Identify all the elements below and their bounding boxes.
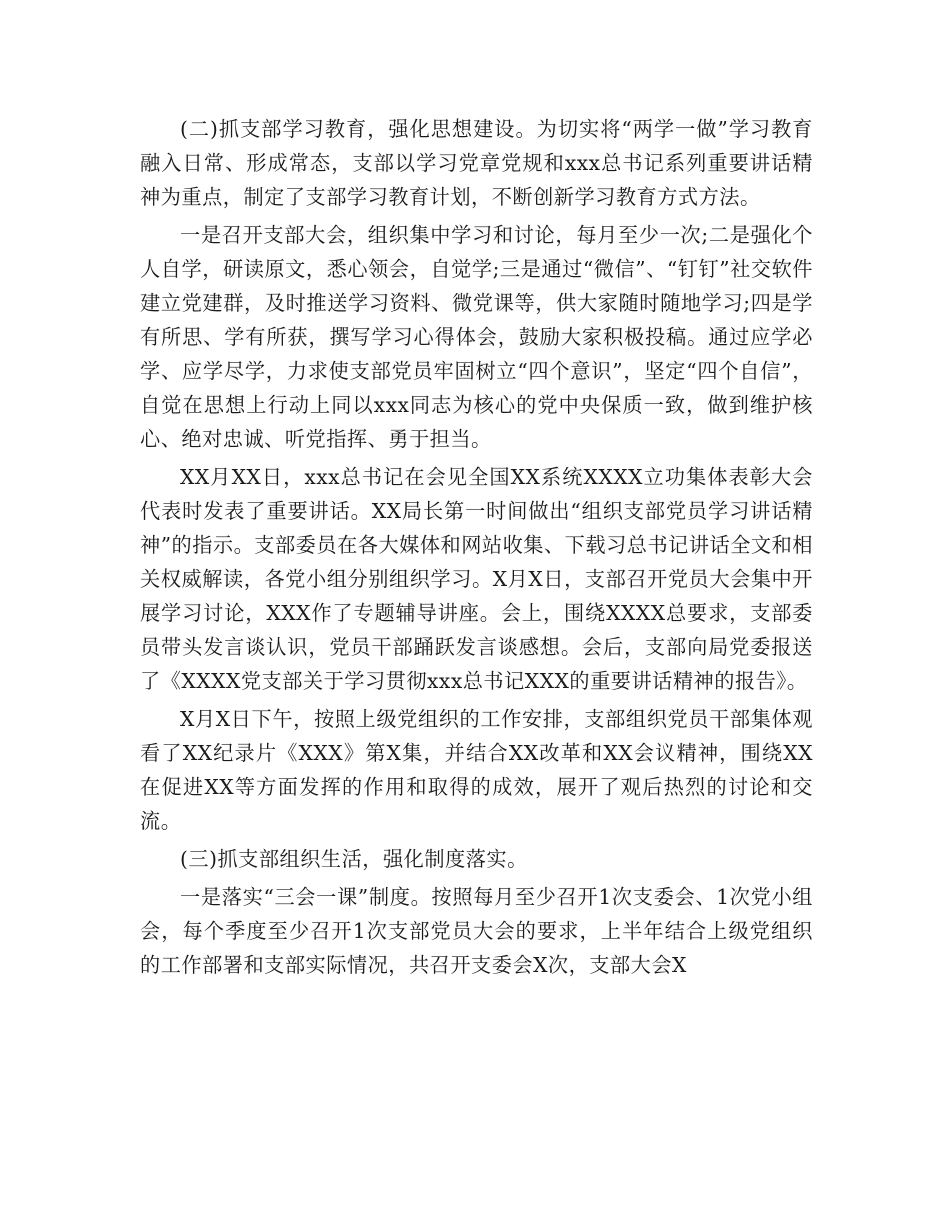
paragraph-documentary-viewing: X月X日下午，按照上级党组织的工作安排，支部组织党员干部集体观看了XX纪录片《XXX》第X集，并结合XX改革和XX会议精神，围绕XX在促进XX等方面发挥的作用和取得的成效，展开了观后热烈的讨论和交流。: [140, 707, 813, 833]
paragraph-speech-study: XX月XX日，xxx总书记在会见全国XX系统XXXX立功集体表彰大会代表时发表了重要讲话。XX局长第一时间做出“组织支部党员学习讲话精神”的指示。支部委员在各大媒体和网站收集、下载习总书记讲话全文和相关权威解读，各党小组分别组织学习。X月X日，支部召开党员大会集中开展学习讨论，XXX作了专题辅导讲座。会上，围绕XXXX总要求，支部委员带头发言谈认识，党员干部踊跃发言谈感想。会后，支部向局党委报送了《XXXX党支部关于学习贯彻xxx总书记XXX的重要讲话精神的报告》。: [140, 465, 813, 693]
section-heading-organization-life: (三)抓支部组织生活，强化制度落实。: [180, 847, 528, 871]
document-page: [140, 112, 813, 986]
paragraph-study-education: (二)抓支部学习教育，强化思想建设。为切实将“两学一做”学习教育融入日常、形成常态，支部以学习党章党规和xxx总书记系列重要讲话精神为重点，制定了支部学习教育计划，不断创新学习教育方式方法。: [140, 117, 813, 209]
paragraph-meetings-and-self-study: 一是召开支部大会，组织集中学习和讨论，每月至少一次;二是强化个人自学，研读原文，悉心领会，自觉学;三是通过“微信”、“钉钉”社交软件建立党建群，及时推送学习资料、微党课等，供大家随时随地学习;四是学有所思、学有所获，撰写学习心得体会，鼓励大家积极投稿。通过应学必学、应学尽学，力求使支部党员牢固树立“四个意识”，坚定“四个自信”，自觉在思想上行动上同以xxx同志为核心的党中央保质一致，做到维护核心、绝对忠诚、听党指挥、勇于担当。: [140, 223, 813, 451]
paragraph-three-meetings-one-lesson: 一是落实“三会一课”制度。按照每月至少召开1次支委会、1次党小组会，每个季度至少召开1次支部党员大会的要求，上半年结合上级党组织的工作部署和支部实际情况，共召开支委会X次，支部大会X: [140, 885, 813, 977]
